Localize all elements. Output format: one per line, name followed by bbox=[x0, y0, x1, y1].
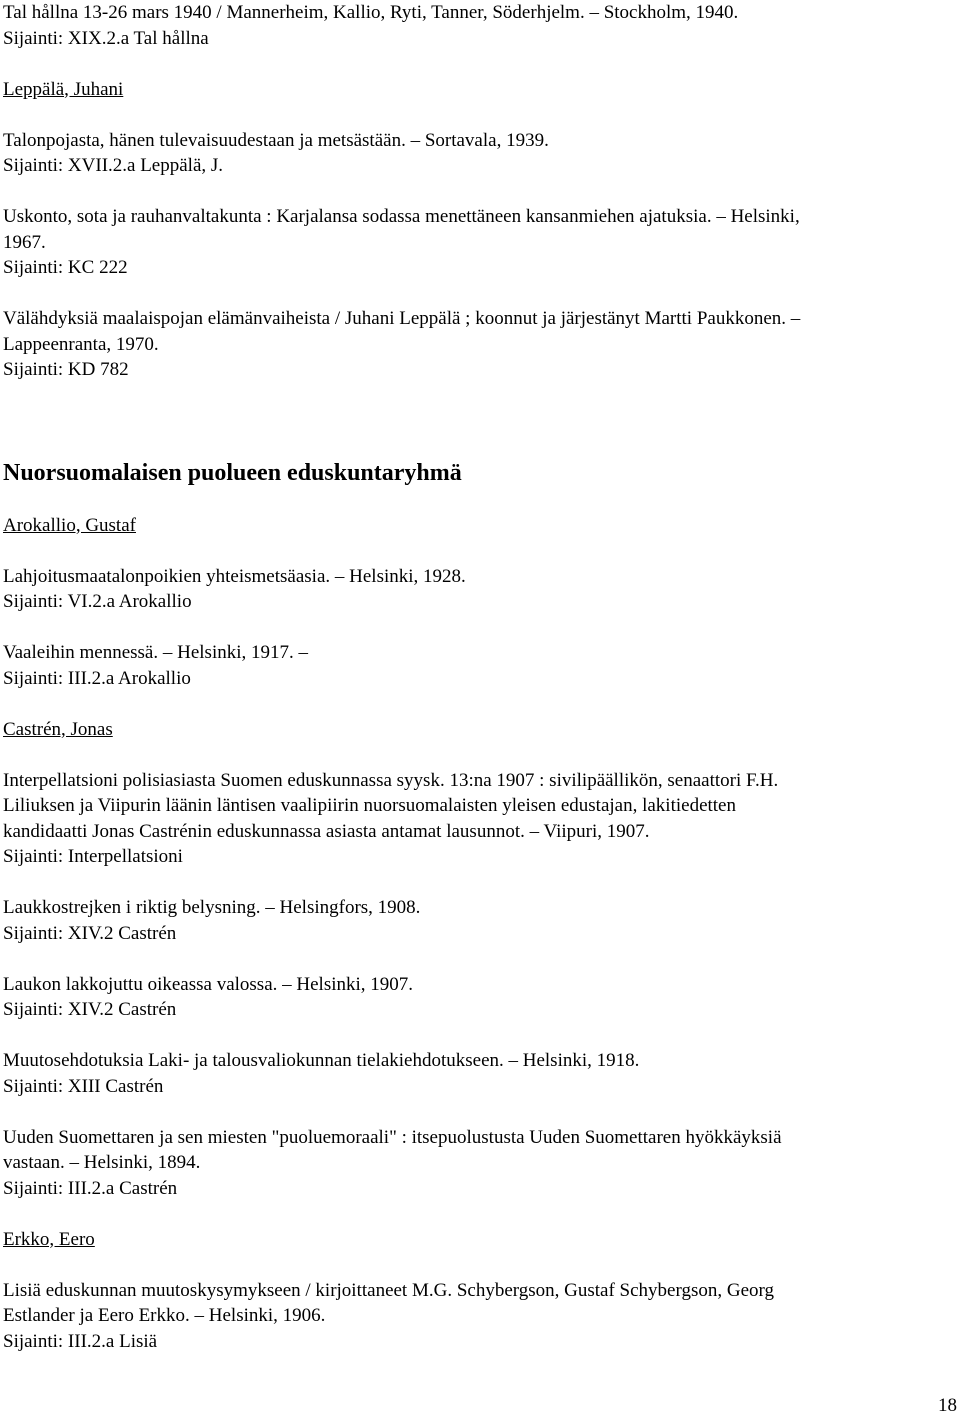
entry-title-line: Talonpojasta, hänen tulevaisuudestaan ja metsästään. – Sortavala, 1939. bbox=[3, 129, 549, 151]
author-heading: Castrén, Jonas bbox=[3, 718, 113, 740]
bibliography-entry bbox=[3, 564, 943, 615]
entry-title-line: 1967. bbox=[3, 231, 46, 253]
entry-location: Sijainti: XIV.2 Castrén bbox=[3, 999, 177, 1020]
entry-title-line: Vaaleihin mennessä. – Helsinki, 1917. – bbox=[3, 642, 309, 663]
bibliography-section bbox=[3, 459, 943, 1355]
bibliography-entry bbox=[3, 1278, 943, 1355]
entry-location: Sijainti: XIII Castrén bbox=[3, 1075, 164, 1097]
entry-location: Sijainti: VI.2.a Arokallio bbox=[3, 591, 192, 612]
entry-title-line: Uskonto, sota ja rauhanvaltakunta : Karjalansa sodassa menettäneen kansanmiehen ajatuksia. – Helsinki, bbox=[3, 206, 800, 227]
bibliography-page bbox=[3, 0, 943, 1354]
entry-title-line: Lahjoitusmaatalonpoikien yhteismetsäasia. – Helsinki, 1928. bbox=[3, 565, 466, 587]
entry-title-line: Välähdyksiä maalaispojan elämänvaiheista / Juhani Leppälä ; koonnut ja järjestänyt Martti Paukkonen. – bbox=[3, 308, 801, 329]
entry-location: Sijainti: XIX.2.a Tal hållna bbox=[3, 27, 209, 49]
entry-title-line: Tal hållna 13-26 mars 1940 / Mannerheim, Kallio, Ryti, Tanner, Söderhjelm. – Stockholm, 1940. bbox=[3, 2, 739, 23]
bibliography-entry bbox=[3, 0, 943, 51]
entry-title-line: vastaan. – Helsinki, 1894. bbox=[3, 1152, 201, 1173]
entry-location: Sijainti: KD 782 bbox=[3, 359, 129, 380]
entry-title-line: Lappeenranta, 1970. bbox=[3, 333, 159, 355]
entry-location: Sijainti: III.2.a Arokallio bbox=[3, 667, 191, 689]
entry-location: Sijainti: XVII.2.a Leppälä, J. bbox=[3, 155, 224, 176]
entry-location: Sijainti: Interpellatsioni bbox=[3, 846, 183, 867]
bibliography-entry bbox=[3, 306, 943, 383]
entry-title-line: kandidaatti Jonas Castrénin eduskunnassa asiasta antamat lausunnot. – Viipuri, 1907. bbox=[3, 820, 650, 842]
entry-title-line: Muutosehdotuksia Laki- ja talousvaliokunnan tielakiehdotukseen. – Helsinki, 1918. bbox=[3, 1050, 640, 1071]
bibliography-entry bbox=[3, 768, 943, 870]
entry-location: Sijainti: III.2.a Castrén bbox=[3, 1177, 178, 1199]
author-heading: Erkko, Eero bbox=[3, 1228, 95, 1250]
bibliography-entry bbox=[3, 895, 943, 946]
bibliography-entry bbox=[3, 204, 943, 281]
entry-location: Sijainti: III.2.a Lisiä bbox=[3, 1330, 158, 1352]
author-heading: Arokallio, Gustaf bbox=[3, 514, 136, 536]
entry-title-line: Laukon lakkojuttu oikeassa valossa. – Helsinki, 1907. bbox=[3, 973, 414, 995]
bibliography-entry bbox=[3, 640, 943, 691]
bibliography-section bbox=[3, 0, 943, 383]
author-heading: Leppälä, Juhani bbox=[3, 78, 124, 100]
entry-title-line: Liliuksen ja Viipurin läänin läntisen vaalipiirin nuorsuomalaisten yleisen edustajan, lakitiedetten bbox=[3, 795, 736, 816]
entry-title-line: Estlander ja Eero Erkko. – Helsinki, 1906. bbox=[3, 1305, 326, 1326]
entry-title-line: Lisiä eduskunnan muutoskysymykseen / kirjoittaneet M.G. Schybergson, Gustaf Schybergson, Georg bbox=[3, 1279, 774, 1301]
bibliography-entry bbox=[3, 972, 943, 1023]
entry-title-line: Interpellatsioni polisiasiasta Suomen eduskunnassa syysk. 13:na 1907 : sivilipäällikön, senaattori F.H. bbox=[3, 769, 779, 791]
entry-title-line: Laukkostrejken i riktig belysning. – Helsingfors, 1908. bbox=[3, 897, 421, 918]
entry-location: Sijainti: XIV.2 Castrén bbox=[3, 922, 177, 944]
section-heading: Nuorsuomalaisen puolueen eduskuntaryhmä bbox=[3, 459, 462, 486]
bibliography-entry bbox=[3, 1048, 943, 1099]
bibliography-entry bbox=[3, 1125, 943, 1202]
entry-location: Sijainti: KC 222 bbox=[3, 257, 128, 278]
entry-title-line: Uuden Suomettaren ja sen miesten "puoluemoraali" : itsepuolustusta Uuden Suomettaren hyökkäyksiä bbox=[3, 1126, 782, 1148]
bibliography-entry bbox=[3, 128, 943, 179]
page-number: 18 bbox=[938, 1395, 957, 1416]
